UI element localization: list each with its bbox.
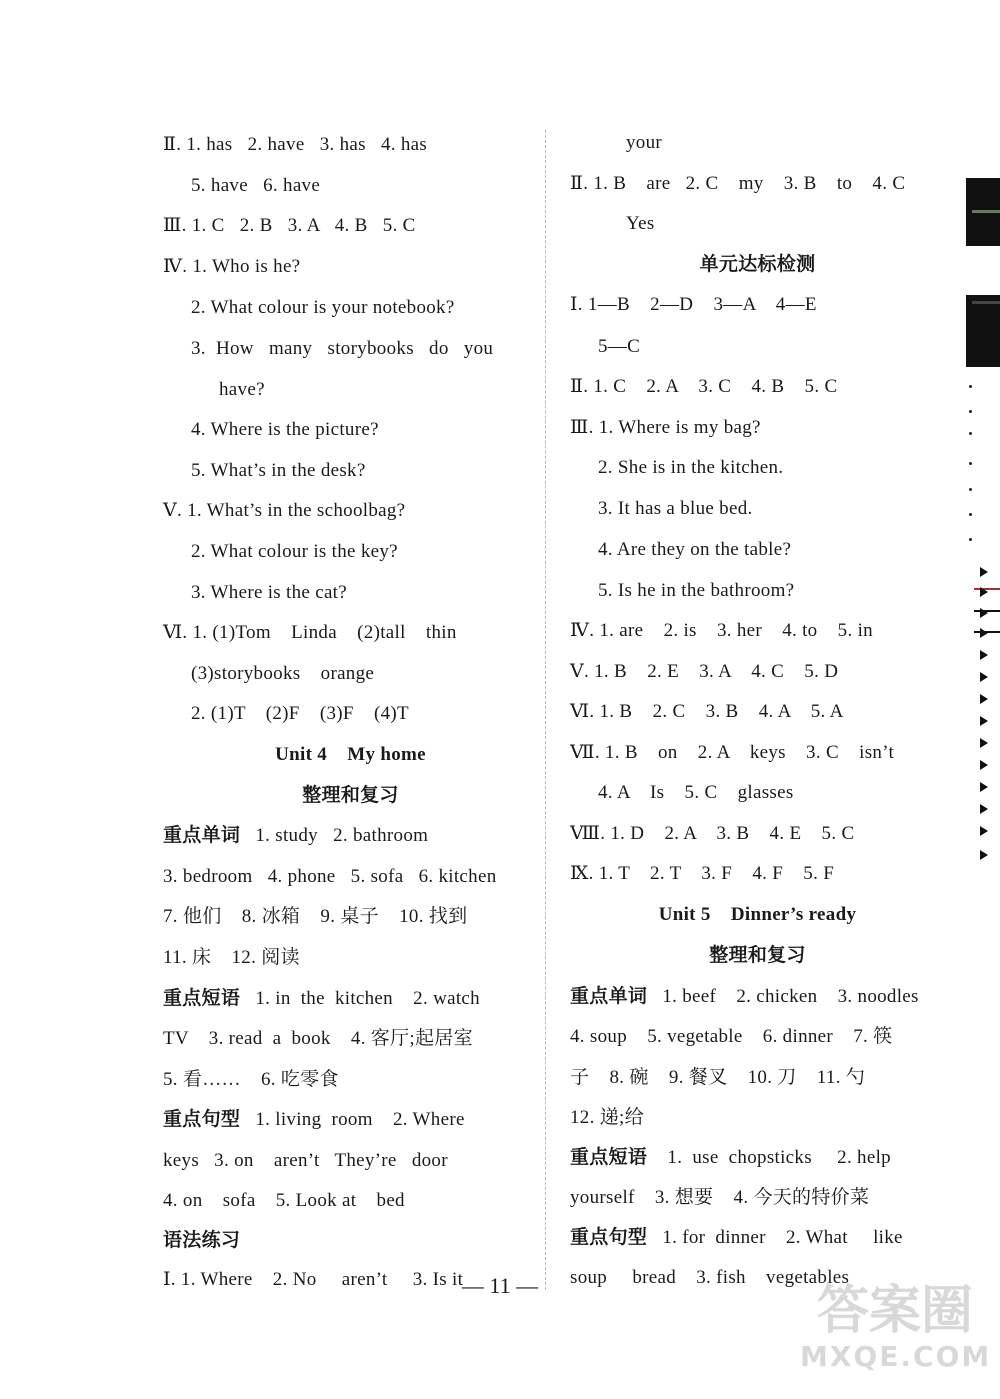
answer-line: 重点短语 1. in the kitchen 2. watch (163, 988, 480, 1009)
answer-line: 12. 递;给 (570, 1107, 644, 1128)
section-label: 重点句型 (163, 1109, 241, 1130)
edge-tab (966, 295, 1000, 367)
column-divider (545, 130, 546, 1290)
answer-line: Ⅷ. 1. D 2. A 3. B 4. E 5. C (570, 823, 855, 844)
answer-line: 子 8. 碗 9. 餐叉 10. 刀 11. 勺 (570, 1067, 866, 1088)
section-label: 重点短语 (570, 1147, 648, 1168)
section-label: 语法练习 (163, 1230, 241, 1251)
section-label: 重点句型 (570, 1227, 648, 1248)
answer-line: Ⅵ. 1. (1)Tom Linda (2)tall thin (163, 622, 457, 643)
answer-line: Ⅰ. 1—B 2—D 3—A 4—E (570, 294, 817, 315)
edge-dot (969, 410, 972, 413)
edge-dot (969, 513, 972, 516)
answer-line: keys 3. on aren’t They’re door (163, 1150, 448, 1171)
answer-line: 4. on sofa 5. Look at bed (163, 1190, 405, 1211)
watermark-bottom: MXQE.COM (800, 1340, 992, 1373)
edge-arrow-icon (980, 760, 988, 770)
answer-line: 3. It has a blue bed. (598, 498, 753, 519)
edge-arrow-icon (980, 650, 988, 660)
answer-line: 4. soup 5. vegetable 6. dinner 7. 筷 (570, 1026, 893, 1047)
answer-line: Ⅲ. 1. Where is my bag? (570, 417, 761, 438)
answer-line: 4. Where is the picture? (191, 419, 379, 440)
watermark-top: 答案圈 (816, 1281, 973, 1341)
answer-line: Ⅰ. 1. Where 2. No aren’t 3. Is it (163, 1269, 464, 1290)
answer-line: Ⅱ. 1. C 2. A 3. C 4. B 5. C (570, 376, 838, 397)
answer-line: 重点单词 1. study 2. bathroom (163, 825, 429, 846)
page-edge-tabs (960, 170, 1000, 890)
unit-title: Unit 5 Dinner’s ready (658, 904, 857, 925)
answer-line: have? (219, 379, 265, 400)
answer-line: 5. 看…… 6. 吃零食 (163, 1069, 339, 1090)
answer-line: 重点短语 1. use chopsticks 2. help (570, 1147, 891, 1168)
section-label: 重点单词 (570, 986, 648, 1007)
answer-line: Yes (626, 213, 655, 234)
answer-line (163, 1229, 240, 1253)
answer-line: 2. What colour is your notebook? (191, 297, 455, 318)
edge-arrow-icon (980, 672, 988, 682)
answer-line: Ⅱ. 1. has 2. have 3. has 4. has (163, 134, 428, 155)
answer-line: 3. Where is the cat? (191, 582, 347, 603)
answer-line: (3)storybooks orange (191, 663, 375, 684)
answer-line: 7. 他们 8. 冰箱 9. 桌子 10. 找到 (163, 906, 468, 927)
answer-line: 2. What colour is the key? (191, 541, 398, 562)
edge-dot (969, 385, 972, 388)
edge-arrow-icon (980, 567, 988, 577)
edge-arrow-icon (980, 850, 988, 860)
edge-dot (969, 488, 972, 491)
answer-line: Ⅴ. 1. B 2. E 3. A 4. C 5. D (570, 661, 839, 682)
answer-line: 3. How many storybooks do you (191, 338, 494, 359)
answer-line: your (626, 132, 663, 153)
answer-line: 11. 床 12. 阅读 (163, 947, 300, 968)
answer-line: 2. (1)T (2)F (3)F (4)T (191, 703, 409, 724)
edge-arrow-icon (980, 716, 988, 726)
answer-line: Ⅳ. 1. are 2. is 3. her 4. to 5. in (570, 620, 873, 641)
edge-tab (966, 178, 1000, 246)
answer-line: Ⅵ. 1. B 2. C 3. B 4. A 5. A (570, 701, 844, 722)
section-heading: 整理和复习 (302, 785, 399, 806)
edge-arrow-icon (980, 694, 988, 704)
answer-line: 5. have 6. have (191, 175, 321, 196)
edge-arrow-icon (980, 782, 988, 792)
edge-arrow-icon (980, 826, 988, 836)
answer-line: 5. Is he in the bathroom? (598, 580, 795, 601)
answer-line: Ⅸ. 1. T 2. T 3. F 4. F 5. F (570, 863, 835, 884)
answer-line: 4. A Is 5. C glasses (598, 782, 794, 803)
section-heading: 整理和复习 (709, 945, 806, 966)
answer-line: 重点句型 1. for dinner 2. What like (570, 1227, 903, 1248)
answer-line: Ⅱ. 1. B are 2. C my 3. B to 4. C (570, 173, 906, 194)
edge-dot (969, 538, 972, 541)
answer-line: Ⅳ. 1. Who is he? (163, 256, 301, 277)
answer-line: soup bread 3. fish vegetables (570, 1267, 850, 1288)
answer-line: TV 3. read a book 4. 客厅;起居室 (163, 1028, 473, 1049)
edge-dot (969, 462, 972, 465)
answer-line: 5—C (598, 336, 641, 357)
answer-line: Ⅴ. 1. What’s in the schoolbag? (163, 500, 406, 521)
answer-line: Ⅲ. 1. C 2. B 3. A 4. B 5. C (163, 215, 416, 236)
page-number: — 11 — (461, 1273, 539, 1298)
edge-arrow-icon (980, 587, 988, 597)
edge-arrow-icon (980, 608, 988, 618)
answer-line: 3. bedroom 4. phone 5. sofa 6. kitchen (163, 866, 497, 887)
section-label: 重点单词 (163, 825, 241, 846)
watermark-logo (800, 1281, 990, 1391)
answer-line: 5. What’s in the desk? (191, 460, 366, 481)
edge-arrow-icon (980, 738, 988, 748)
answer-line: Ⅶ. 1. B on 2. A keys 3. C isn’t (570, 742, 895, 763)
answer-line: 2. She is in the kitchen. (598, 457, 784, 478)
section-heading: 单元达标检测 (699, 254, 816, 275)
edge-arrow-icon (980, 628, 988, 638)
edge-arrow-icon (980, 804, 988, 814)
answer-line: 4. Are they on the table? (598, 539, 792, 560)
unit-title: Unit 4 My home (275, 744, 426, 765)
answer-line: 重点单词 1. beef 2. chicken 3. noodles (570, 986, 919, 1007)
answer-line: 重点句型 1. living room 2. Where (163, 1109, 465, 1130)
answer-line: yourself 3. 想要 4. 今天的特价菜 (570, 1187, 870, 1208)
edge-dot (969, 432, 972, 435)
section-label: 重点短语 (163, 988, 241, 1009)
